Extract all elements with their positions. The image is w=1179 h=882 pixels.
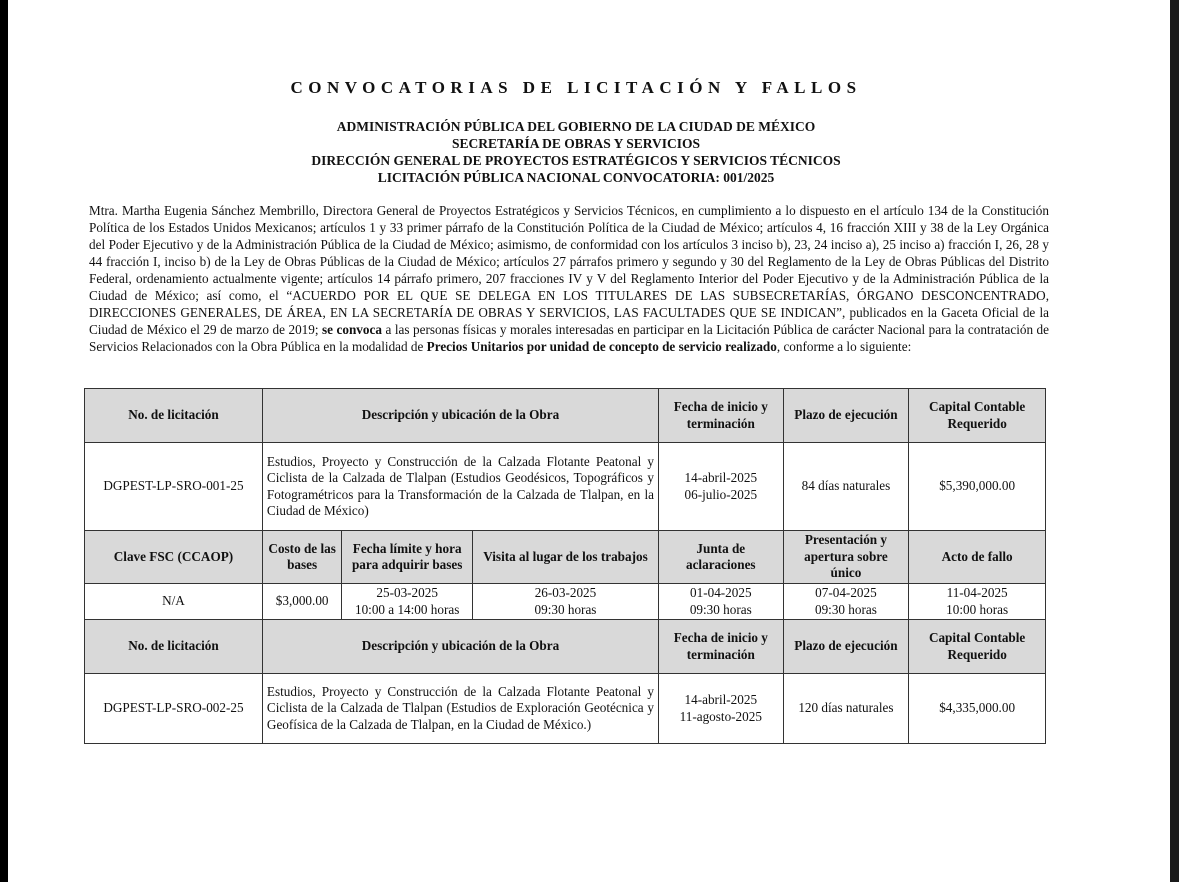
heading-administracion: ADMINISTRACIÓN PÚBLICA DEL GOBIERNO DE LA CIUDAD DE MÉXICO [336,119,816,134]
intro-paragraph [89,202,1049,355]
intro-text-2: a las personas físicas y morales interesadas en participar en la Licitación Pública de carácter Nacional para la contratación de Servicios Relacionados con la Obra Pública en la modalidad de [89,322,1049,354]
lic1-fechas [658,443,783,531]
intro-bold-1: se convoca [322,322,382,337]
header-fechas: Fecha de inicio y terminación [658,620,783,674]
lic2-descripcion: Estudios, Proyecto y Construcción de la Calzada Flotante Peatonal y Ciclista de la Calzada de Tlalpan (Estudios de Exploración Geotécnica y Geofísica de la Calzada de Tlalpan, en la Ciudad de México.) [262,674,658,744]
table-header-row [85,389,1046,443]
lic2-inicio: 14-abril-2025 [684,692,758,707]
row2-fallo [909,584,1046,620]
row2-junta-fecha: 01-04-2025 [690,585,752,600]
lic1-fin: 06-julio-2025 [684,486,758,502]
header-plazo: Plazo de ejecución [783,620,909,674]
lic2-capital: $4,335,000.00 [909,674,1046,744]
right-border [1170,0,1179,882]
header-junta: Junta de aclaraciones [658,531,783,584]
lic2-plazo: 120 días naturales [783,674,909,744]
lic1-inicio: 14-abril-2025 [684,470,758,485]
header-fechas: Fecha de inicio y terminación [658,389,783,443]
row2-fecha-limite [342,584,473,620]
header-presentacion: Presentación y apertura sobre único [783,531,909,584]
table-header-row [85,531,1046,584]
row2-junta-hora: 09:30 horas [689,601,752,617]
row2-presentacion-fecha: 07-04-2025 [815,585,877,600]
header-fecha-limite: Fecha límite y hora para adquirir bases [342,531,473,584]
header-costo: Costo de las bases [262,531,341,584]
intro-text-3: , conforme a lo siguiente: [776,339,912,354]
header-fallo: Acto de fallo [909,531,1046,584]
header-clave: Clave FSC (CCAOP) [85,531,263,584]
left-border [0,0,8,882]
lic1-descripcion: Estudios, Proyecto y Construcción de la Calzada Flotante Peatonal y Ciclista de la Calzada de Tlalpan (Estudios Geodésicos, Topográficos y Fotogramétricos para la Transformación de la Calzada de Tlalpan, en la Ciudad de México) [262,443,658,531]
licitaciones-table [84,388,1046,744]
header-descripcion: Descripción y ubicación de la Obra [262,620,658,674]
table-header-row [85,620,1046,674]
heading-secretaria: SECRETARÍA DE OBRAS Y SERVICIOS [451,136,701,151]
header-no-licitacion: No. de licitación [85,389,263,443]
table-row [85,674,1046,744]
header-no-licitacion: No. de licitación [85,620,263,674]
header-visita: Visita al lugar de los trabajos [473,531,659,584]
header-block [8,118,1144,186]
header-capital: Capital Contable Requerido [909,389,1046,443]
intro-bold-2: Precios Unitarios por unidad de concepto de servicio realizado [426,339,777,354]
page-title: CONVOCATORIAS DE LICITACIÓN Y FALLOS [290,78,862,97]
row2-fecha-limite-fecha: 25-03-2025 [376,585,438,600]
row2-fallo-hora: 10:00 horas [946,601,1009,617]
row2-junta [658,584,783,620]
header-plazo: Plazo de ejecución [783,389,909,443]
lic2-fechas [658,674,783,744]
row2-costo: $3,000.00 [262,584,341,620]
header-descripcion: Descripción y ubicación de la Obra [262,389,658,443]
header-capital: Capital Contable Requerido [909,620,1046,674]
lic2-numero: DGPEST-LP-SRO-002-25 [85,674,263,744]
document-page [8,0,1170,882]
heading-convocatoria: LICITACIÓN PÚBLICA NACIONAL CONVOCATORIA: 001/2025 [377,170,775,185]
row2-fecha-limite-hora: 10:00 a 14:00 horas [354,601,460,617]
lic1-plazo: 84 días naturales [783,443,909,531]
row2-visita-fecha: 26-03-2025 [534,585,597,600]
row2-visita [473,584,659,620]
table-row [85,443,1046,531]
heading-direccion: DIRECCIÓN GENERAL DE PROYECTOS ESTRATÉGICOS Y SERVICIOS TÉCNICOS [311,153,841,168]
lic2-fin: 11-agosto-2025 [679,708,762,724]
lic1-numero: DGPEST-LP-SRO-001-25 [85,443,263,531]
row2-visita-hora: 09:30 horas [534,601,597,617]
intro-text-1: Mtra. Martha Eugenia Sánchez Membrillo, Directora General de Proyectos Estratégicos y Servicios Técnicos, en cumplimiento a lo dispuesto en el artículo 134 de la Constitución Política de los Estados Unidos Mexicanos; artículos 1 y 33 primer párrafo de la Constitución Política de la Ciudad de México; artículos 4, 16 fracción XIII y 38 de la Ley Orgánica del Poder Ejecutivo y de la Administración Pública de la Ciudad de México; asimismo, de conformidad con los artículos 3 inciso b), 23, 24 inciso a), 25 inciso a) fracción I, 26, 28 y 44 fracción I, inciso b) de la Ley de Obras Públicas de la Ciudad de México; artículos 27 párrafos primero y segundo y 30 del Reglamento de la Ley de Obras Públicas del Distrito Federal, ordenamiento actualmente vigente; artículos 14 párrafo primero, 207 fracciones IV y V del Reglamento Interior del Poder Ejecutivo y de la Administración Pública de la Ciudad de México; así como, el “ACUERDO POR EL QUE SE DELEGA EN LOS TITULARES DE LAS SUBSECRETARÍAS, ÓRGANO DESCONCENTRADO, DIRECCIONES GENERALES, DE ÁREA, EN LA SECRETARÍA DE OBRAS Y SERVICIOS, LAS FACULTADES QUE SE INDICAN”, publicados en la Gaceta Oficial de la Ciudad de México el 29 de marzo de 2019; [89,203,1049,337]
lic1-capital: $5,390,000.00 [909,443,1046,531]
row2-clave: N/A [85,584,263,620]
row2-presentacion [783,584,909,620]
row2-presentacion-hora: 09:30 horas [814,601,877,617]
table-row [85,584,1046,620]
row2-fallo-fecha: 11-04-2025 [946,585,1008,600]
